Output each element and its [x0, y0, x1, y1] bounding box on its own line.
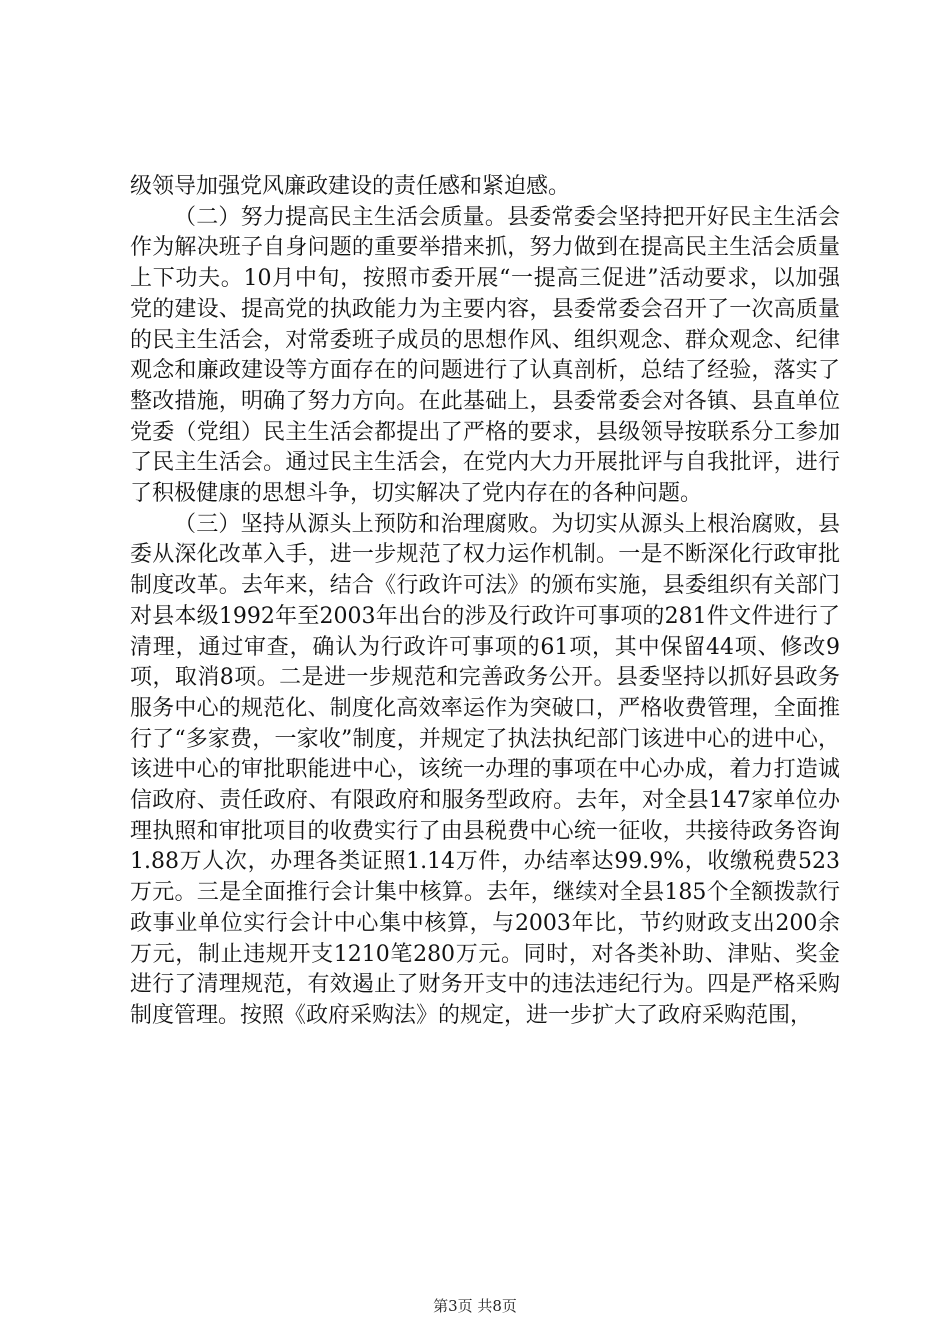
- paragraph-anti-corruption-source: （三）坚持从源头上预防和治理腐败。为切实从源头上根治腐败，县委从深化改革入手，进一步规范了权力运作机制。一是不断深化行政审批制度改革。去年来，结合《行政许可法》的颁布实施，县委组织有关部门对县本级1992年至2003年出台的涉及行政许可事项的281件文件进行了清理，通过审查，确认为行政许可事项的61项，其中保留44项、修改9项，取消8项。二是进一步规范和完善政务公开。县委坚持以抓好县政务服务中心的规范化、制度化高效率运作为突破口，严格收费管理，全面推行了“多家费，一家收”制度，并规定了执法执纪部门该进中心的进中心，该进中心的审批职能进中心，该统一办理的事项在中心办成，着力打造诚信政府、责任政府、有限政府和服务型政府。去年，对全县147家单位办理执照和审批项目的收费实行了由县税费中心统一征收，共接待政务咨询1.88万人次，办理各类证照1.14万件，办结率达99.9%，收缴税费523万元。三是全面推行会计集中核算。去年，继续对全县185个全额拨款行政事业单位实行会计中心集中核算，与2003年比，节约财政支出200余万元，制止违规开支1210笔280万元。同时，对各类补助、津贴、奖金进行了清理规范，有效遏止了财务开支中的违法违纪行为。四是严格采购制度管理。按照《政府采购法》的规定，进一步扩大了政府采购范围，: [130, 511, 840, 1028]
- paragraph-continuation: 级领导加强党风廉政建设的责任感和紧迫感。: [130, 174, 571, 199]
- paragraph-democratic-life-meeting: （二）努力提高民主生活会质量。县委常委会坚持把开好民主生活会作为解决班子自身问题的重要举措来抓，努力做到在提高民主生活会质量上下功夫。10月中旬，按照市委开展“一提高三促进”活动要求，以加强党的建设、提高党的执政能力为主要内容，县委常委会召开了一次高质量的民主生活会，对常委班子成员的思想作风、组织观念、群众观念、纪律观念和廉政建设等方面存在的问题进行了认真剖析，总结了经验，落实了整改措施，明确了努力方向。在此基础上，县委常委会对各镇、县直单位党委（党组）民主生活会都提出了严格的要求，县级领导按联系分工参加了民主生活会。通过民主生活会，在党内大力开展批评与自我批评，进行了积极健康的思想斗争，切实解决了党内存在的各种问题。: [130, 204, 840, 507]
- page-footer: 第3页 共8页: [433, 1297, 517, 1315]
- document-body: [130, 172, 840, 1032]
